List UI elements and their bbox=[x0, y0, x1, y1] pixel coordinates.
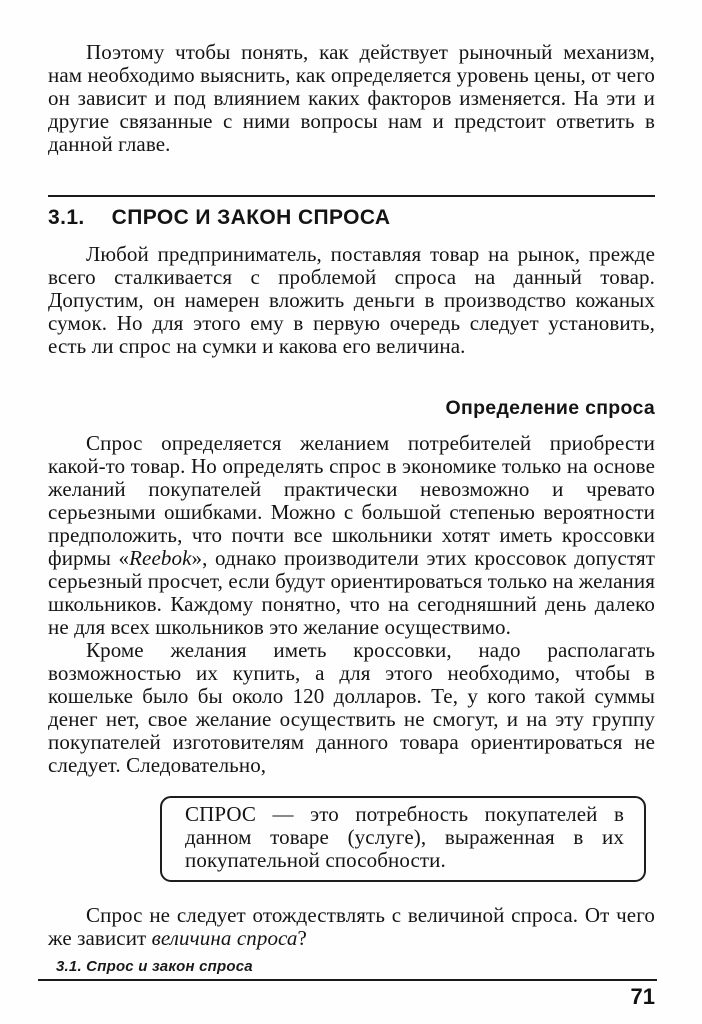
intro-paragraph: Поэтому чтобы понять, как действует рыночный механизм, нам необходимо выяснить, как определяется уровень цены, от чего он зависит и под влиянием каких факторов изменяется. На эти и другие связанные с ними вопросы нам и предстоит ответить в данной главе. bbox=[48, 40, 655, 156]
definition-text: СПРОС — это потребность покупателей в данном товаре (услуге), выраженная в их покупательной способности. bbox=[185, 802, 624, 872]
section-heading bbox=[48, 206, 655, 230]
definition-box bbox=[160, 796, 646, 882]
entrepreneur-paragraph: Любой предприниматель, поставляя товар на рынок, прежде всего сталкивается с проблемой спроса на данный товар. Допустим, он намерен вложить деньги в производство кожаных сумок. Но для этого ему в первую очередь следует установить, есть ли спрос на сумки и какова его величина. bbox=[48, 242, 655, 358]
footer-rule bbox=[38, 979, 657, 981]
running-title: 3.1. Спрос и закон спроса bbox=[56, 958, 253, 975]
section-number: 3.1. bbox=[48, 206, 85, 229]
section-divider-rule bbox=[48, 195, 655, 197]
brand-name-reebok: Reebok bbox=[129, 546, 192, 570]
subheading-demand-definition: Определение спроса bbox=[445, 397, 655, 419]
closing-paragraph-part2: ? bbox=[297, 926, 307, 950]
demand-paragraph-part1: Спрос определяется желанием потребителей приобрести какой-то товар. Но определять спрос в экономике только на основе желаний покупателей практически невозможно и чревато серьезными ошибками. Можно с большой степенью вероятности предположить, что почти все школьники хотят иметь кроссовки фирмы « bbox=[48, 431, 655, 570]
closing-paragraph bbox=[48, 904, 655, 950]
demand-paragraph-part2: », однако производители этих кроссовок допустят серьезный просчет, если будут ориентироваться только на желания школьников. Каждому понятно, что на сегодняшний день далеко не для всех школьников это желание осуществимо. bbox=[48, 546, 655, 639]
demand-paragraph bbox=[48, 432, 655, 639]
wallet-paragraph: Кроме желания иметь кроссовки, надо располагать возможностью их купить, а для этого необходимо, чтобы в кошельке было бы около 120 долларов. Те, у кого такой суммы денег нет, свое желание осуществить не смогут, и на эту группу покупателей изготовителям данного товара ориентироваться не следует. Следовательно, bbox=[48, 638, 655, 777]
closing-paragraph-part1: Спрос не следует отождествлять с величиной спроса. От чего же зависит bbox=[48, 903, 655, 950]
page-number: 71 bbox=[630, 984, 655, 1009]
emphasis-demand-quantity: величина спроса bbox=[151, 926, 298, 950]
section-title: СПРОС И ЗАКОН СПРОСА bbox=[111, 206, 391, 229]
page-footer bbox=[0, 958, 702, 1024]
